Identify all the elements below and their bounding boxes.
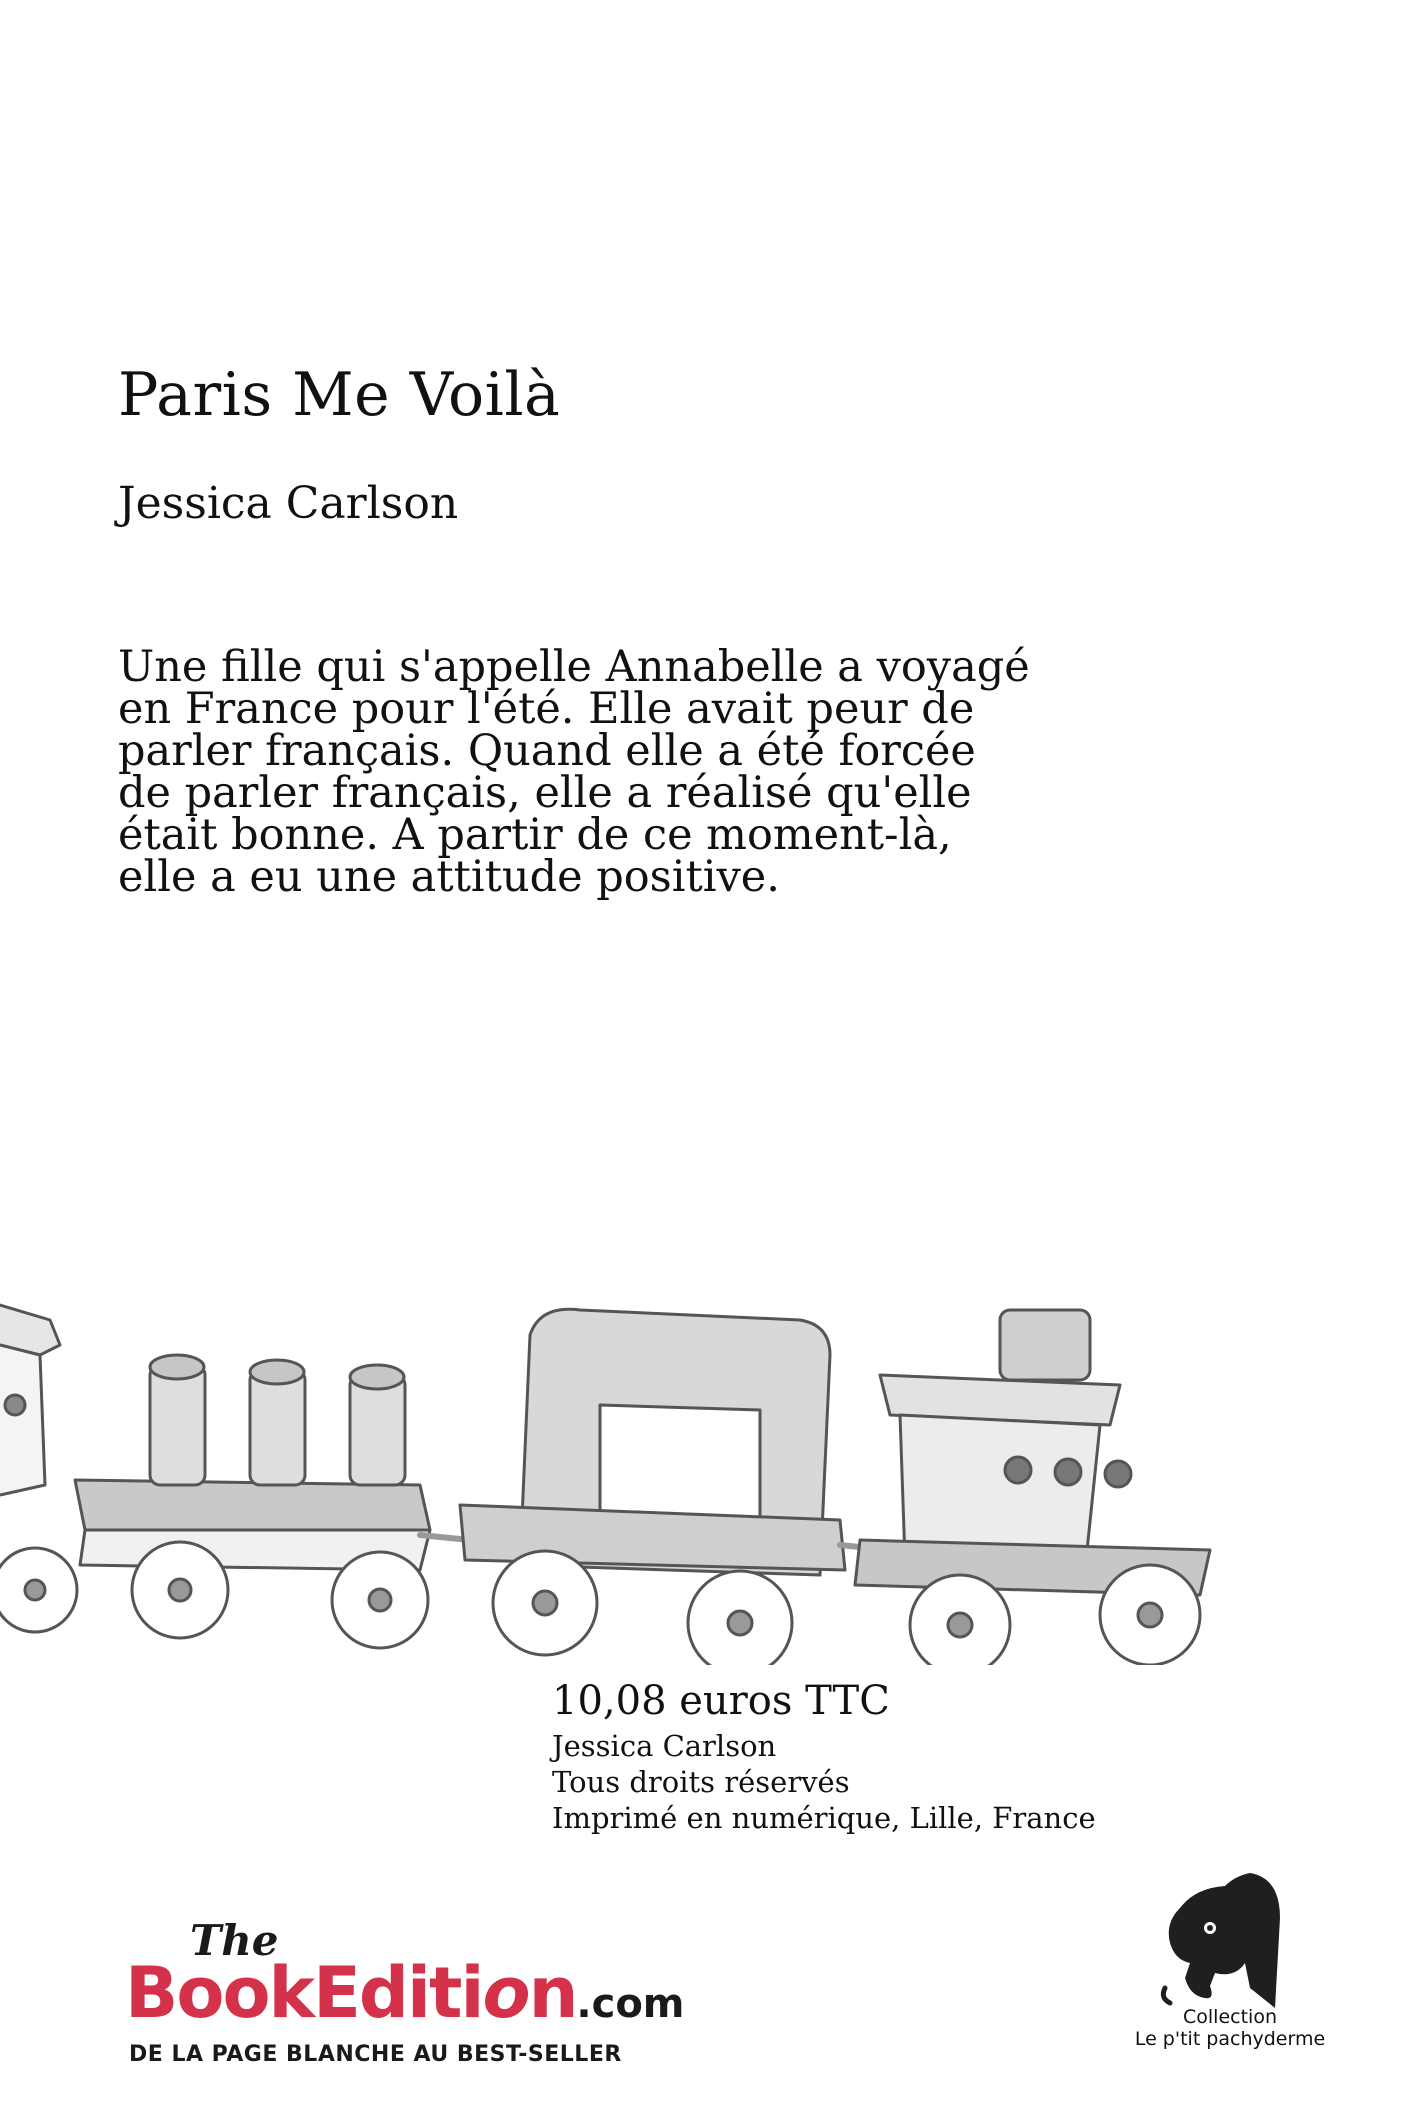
colophon bbox=[552, 1678, 1152, 1836]
book-author: Jessica Carlson bbox=[118, 478, 459, 529]
print-location: Imprimé en numérique, Lille, France bbox=[552, 1801, 1096, 1835]
logo-name-end: n bbox=[528, 1952, 577, 2034]
logo-domain: .com bbox=[576, 1981, 685, 2027]
collection-line2: Le p'tit pachyderme bbox=[1134, 2028, 1326, 2050]
toy-train-illustration bbox=[0, 1285, 1220, 1665]
book-blurb: Une fille qui s'appelle Annabelle a voyagé en France pour l'été. Elle avait peur de parler français. Quand elle a été forcée de parler français, elle a réalisé qu'elle était bonne. A partir de ce moment-là, elle a eu une attitude positive. bbox=[118, 642, 1030, 902]
colophon-author: Jessica Carlson bbox=[552, 1729, 777, 1763]
collection-logo bbox=[1110, 1868, 1350, 2048]
book-title: Paris Me Voilà bbox=[118, 360, 561, 430]
logo-the: The bbox=[190, 1916, 279, 1965]
rights-notice: Tous droits réservés bbox=[552, 1765, 850, 1799]
collection-line1: Collection bbox=[1183, 2006, 1277, 2028]
logo-name: BookEditi bbox=[125, 1952, 483, 2034]
publisher-logo bbox=[125, 1916, 725, 2067]
logo-wordmark bbox=[125, 1952, 685, 2034]
collection-label bbox=[1110, 2006, 1350, 2050]
elephant-icon bbox=[1155, 1868, 1285, 2008]
logo-quill-o: o bbox=[482, 1952, 529, 2034]
logo-tagline: DE LA PAGE BLANCHE AU BEST-SELLER bbox=[129, 2042, 622, 2067]
price: 10,08 euros TTC bbox=[552, 1678, 890, 1724]
